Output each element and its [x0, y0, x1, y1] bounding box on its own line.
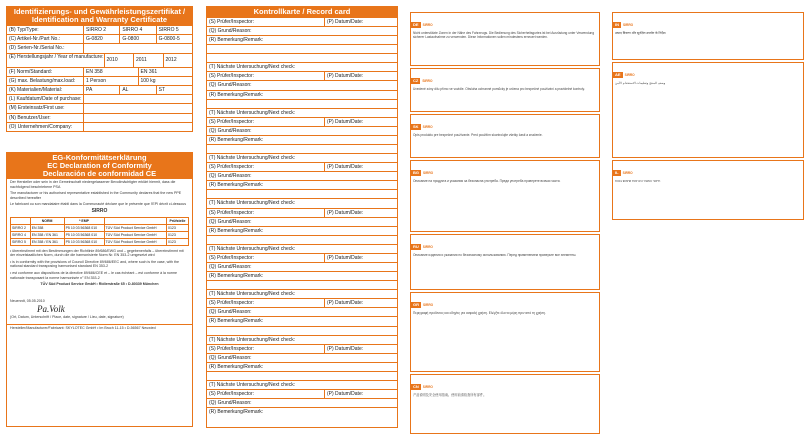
language-title: SIRRO	[624, 73, 635, 77]
record-field-label: (Q) Grund/Reason:	[209, 173, 252, 180]
record-row[interactable]	[207, 289, 397, 298]
language-block-cz	[410, 68, 600, 112]
record-field-label: (S) Prüfer/Inspector:	[209, 209, 255, 216]
cert-cell: TÜV Süd Product Service GmbH	[104, 238, 166, 245]
record-field-label: (R) Bemerkung/Remark:	[209, 273, 264, 280]
certificate-title-en: Identification and Warranty Certificate	[31, 15, 168, 24]
record-row[interactable]	[207, 117, 397, 126]
language-title: SIRRO	[422, 245, 433, 249]
language-title: SIRRO	[423, 171, 434, 175]
language-code-tag: AE	[615, 72, 621, 77]
id-row-cell[interactable]: ST	[156, 86, 192, 94]
record-gap	[207, 144, 397, 153]
cert-header-cell	[104, 217, 166, 224]
cert-header-cell: Prüfstelle	[167, 217, 189, 224]
language-code-tag: IN	[615, 22, 619, 27]
language-block-cn	[410, 374, 600, 434]
id-row-cell[interactable]: EN 361	[138, 68, 193, 76]
record-date-field[interactable]: (P) Datum/Date:	[324, 254, 397, 262]
record-field-label: (S) Prüfer/Inspector:	[209, 254, 255, 261]
record-gap	[207, 280, 397, 289]
identification-certificate	[6, 6, 193, 132]
language-block-gr	[410, 292, 600, 372]
id-row	[7, 34, 192, 43]
record-field-label: (Q) Grund/Reason:	[209, 82, 252, 89]
record-row[interactable]	[207, 380, 397, 389]
declaration-title-es: Declaración de conformidad CE	[42, 169, 157, 178]
cert-cell: P5 10 03 56368 010	[64, 224, 104, 231]
record-row[interactable]	[207, 90, 397, 99]
record-gap	[207, 189, 397, 198]
language-block-ru	[410, 234, 600, 290]
language-title: SIRRO	[422, 125, 433, 129]
cert-cell: 0123	[167, 238, 189, 245]
language-code-tag: RU	[413, 244, 419, 249]
record-field-label: (S) Prüfer/Inspector:	[209, 73, 255, 80]
record-field-label: (T) Nächste Untersuchung/Next check:	[209, 291, 296, 298]
id-row	[7, 103, 192, 112]
record-date-field[interactable]: (P) Datum/Date:	[324, 18, 397, 26]
language-block-il	[612, 160, 804, 220]
cert-cell: TÜV Süd Product Service GmbH	[104, 224, 166, 231]
record-gap	[207, 44, 397, 53]
id-row-cell[interactable]: G-0800	[119, 35, 155, 43]
record-row[interactable]	[207, 362, 397, 371]
record-field-label: (S) Prüfer/Inspector:	[209, 300, 255, 307]
record-row[interactable]	[207, 80, 397, 89]
cert-header-cell	[11, 217, 31, 224]
record-row[interactable]	[207, 135, 397, 144]
language-title: SIRRO	[422, 385, 433, 389]
language-code-tag: IL	[615, 170, 619, 175]
id-row-label: (D) Serien-Nr./Serial No.:	[9, 45, 65, 52]
record-field-label: (R) Bemerkung/Remark:	[209, 182, 264, 189]
language-block-de	[410, 12, 600, 66]
language-title: SIRRO	[623, 23, 634, 27]
record-field-label: (Q) Grund/Reason:	[209, 354, 252, 361]
record-date-field[interactable]: (P) Datum/Date:	[324, 299, 397, 307]
record-field-label: (R) Bemerkung/Remark:	[209, 363, 264, 370]
cert-header-cell: NORM	[30, 217, 64, 224]
language-block-sk	[410, 114, 600, 158]
cert-cell: SIRRO 5	[11, 238, 31, 245]
record-field-label: (T) Nächste Untersuchung/Next check:	[209, 245, 296, 252]
record-date-field[interactable]: (P) Datum/Date:	[324, 209, 397, 217]
record-field-label: (Q) Grund/Reason:	[209, 28, 252, 35]
declaration-title-de: EG-Konformitätserklärung	[52, 153, 147, 162]
record-row[interactable]	[207, 262, 397, 271]
id-row-label: (E) Herstellungsjahr / Year of manufacture:	[9, 53, 104, 60]
record-field-label: (R) Bemerkung/Remark:	[209, 227, 264, 234]
record-row[interactable]	[207, 153, 397, 162]
language-title: SIRRO	[423, 303, 434, 307]
cert-cell: P5 10 03 56368 010	[64, 238, 104, 245]
record-field-label: (S) Prüfer/Inspector:	[209, 118, 255, 125]
record-gap	[207, 99, 397, 108]
declaration-intro: Der Hersteller oder sein in der Gemeinschaft niedergelassener Bevollmächtigter erklärt hiermit, dass die nachfolgend beschriebene PSA	[10, 180, 176, 189]
record-field-label: (T) Nächste Untersuchung/Next check:	[209, 155, 296, 162]
cert-table-header	[11, 217, 189, 224]
language-text: Opis produktu pre bezpečné používanie. Pred použitím skontrolujte všetky časti a značenie.	[413, 133, 543, 137]
language-code-tag: BG	[413, 170, 419, 175]
record-card	[206, 6, 398, 428]
language-title: SIRRO	[422, 23, 433, 27]
declaration-note: • est conforme aux dispositions de la directive 89/686/CEE et – le cas échéant – est conforme à la norme nationale transposant la norme harmonisée n° EN 353-2	[10, 270, 178, 280]
cert-cell: 0123	[167, 224, 189, 231]
record-row[interactable]	[207, 389, 397, 398]
id-row	[7, 67, 192, 76]
signature-caption: (Ort, Datum, Unterschrift / Place, date, signature / Lieu, date, signature)	[10, 315, 124, 320]
id-row-label: (L) Kaufdatum/Date of purchase:	[9, 96, 82, 103]
id-row-cell[interactable]: 100 kg	[138, 77, 193, 85]
id-row	[7, 122, 192, 131]
record-row[interactable]	[207, 217, 397, 226]
language-text: Описание изделия и указания по безопасному использованию. Перед применением проверьте все элементы.	[413, 253, 577, 257]
record-row[interactable]	[207, 26, 397, 35]
record-row[interactable]	[207, 171, 397, 180]
record-row[interactable]	[207, 226, 397, 235]
language-text: Nicht unterstützte Zonen in der Nähe des Fahrzeugs. Die Bedienung des Sicherheitsgurtes ist bei Ausrüstung unter Verwendung sicherer Lastaufnahme zu verwenden. Diese Informationen sollen mindestens erneuert werden.	[413, 31, 595, 40]
record-field-label: (Q) Grund/Reason:	[209, 263, 252, 270]
record-row[interactable]	[207, 162, 397, 171]
language-code-tag: GR	[413, 302, 419, 307]
id-row-cell[interactable]: G-0800-5	[156, 35, 192, 43]
declaration-intro-es: Le fabricant ou son mandataire établi dans la Communauté déclare que le présente que l'EPI décrit ci-dessous	[10, 202, 187, 207]
record-row[interactable]	[207, 344, 397, 353]
id-row-cell[interactable]: 2010	[104, 54, 134, 67]
record-field-label: (S) Prüfer/Inspector:	[209, 164, 255, 171]
id-row	[7, 25, 192, 34]
id-row	[7, 43, 192, 52]
record-field-label: (S) Prüfer/Inspector:	[209, 391, 255, 397]
cert-table-row	[11, 231, 189, 238]
record-row[interactable]	[207, 298, 397, 307]
record-date-field[interactable]: (P) Datum/Date:	[324, 118, 397, 126]
id-row-cell[interactable]: 2012	[163, 54, 193, 67]
record-row[interactable]	[207, 35, 397, 44]
id-row-label: (N) Benutzer/User:	[9, 114, 51, 121]
record-row[interactable]	[207, 353, 397, 362]
declaration-header	[7, 153, 192, 179]
record-row[interactable]	[207, 244, 397, 253]
id-row-cell[interactable]	[83, 114, 192, 122]
record-row[interactable]	[207, 335, 397, 344]
declaration-title-en: EC Declaration of Conformity	[47, 161, 152, 170]
id-row	[7, 76, 192, 85]
record-field-label: (S) Prüfer/Inspector:	[209, 19, 255, 25]
signature: Pa.Volk	[37, 304, 65, 315]
language-text: उत्पाद विवरण और सुरक्षित उपयोग के निर्देश।	[615, 31, 667, 35]
id-row-cell[interactable]: AL	[119, 86, 155, 94]
language-text: Περιγραφή προϊόντος και οδηγίες για ασφαλή χρήση. Ελέγξτε όλα τα μέρη πριν από τη χρήση.	[413, 311, 546, 315]
record-row[interactable]	[207, 62, 397, 71]
cert-cell: SIRRO 4	[11, 231, 31, 238]
record-field-label: (Q) Grund/Reason:	[209, 309, 252, 316]
language-title: SIRRO	[622, 171, 633, 175]
language-code-tag: SK	[413, 124, 419, 129]
record-date-field[interactable]: (P) Datum/Date:	[324, 72, 397, 80]
record-card-title: Kontrollkarte / Record card	[253, 7, 351, 16]
id-row	[7, 113, 192, 122]
record-gap	[207, 371, 397, 380]
record-card-header	[207, 7, 397, 17]
record-field-label: (T) Nächste Untersuchung/Next check:	[209, 381, 296, 388]
record-field-label: (Q) Grund/Reason:	[209, 400, 252, 407]
record-field-label: (T) Nächste Untersuchung/Next check:	[209, 336, 296, 343]
id-row-cell[interactable]	[83, 44, 192, 52]
record-field-label: (R) Bemerkung/Remark:	[209, 409, 264, 416]
record-row[interactable]	[207, 271, 397, 280]
id-row-cell[interactable]: 1 Person	[83, 77, 138, 85]
record-date-field[interactable]: (P) Datum/Date:	[324, 163, 397, 171]
declaration-product: SIRRO	[91, 207, 108, 214]
cert-cell: P5 10 03 56368 010	[64, 231, 104, 238]
declaration-intro-en: The manufacturer or his authorised representative established in the Community declares that the new PPE described hereafter	[10, 191, 182, 200]
record-field-label: (T) Nächste Untersuchung/Next check:	[209, 200, 296, 207]
id-row-cell[interactable]: 2011	[133, 54, 163, 67]
record-date-field[interactable]: (P) Datum/Date:	[324, 390, 397, 398]
record-field-label: (T) Nächste Untersuchung/Next check:	[209, 64, 296, 71]
id-row-cell[interactable]	[83, 104, 192, 112]
record-field-label: (R) Bemerkung/Remark:	[209, 318, 264, 325]
id-row-cell[interactable]: SIRRO 5	[156, 26, 192, 34]
record-row[interactable]	[207, 253, 397, 262]
place-date: Neuenrdt, 05.05.2010	[10, 298, 45, 303]
record-field-label: (S) Prüfer/Inspector:	[209, 345, 255, 352]
id-row-label: (C) Artikel-Nr./Part No.:	[9, 36, 61, 43]
record-row[interactable]	[207, 307, 397, 316]
cert-header-cell: * EMP	[64, 217, 104, 224]
certificate-title-de: Identifizierungs- und Gewährleistungszertifikat /	[13, 7, 186, 16]
language-text: Описание на продукта и указания за безопасна употреба. Преди употреба проверете всички части.	[413, 179, 561, 183]
id-row-label: (K) Materialien/Material:	[9, 86, 63, 93]
language-code-tag: DE	[413, 22, 419, 27]
cert-cell: EN 358	[30, 224, 64, 231]
record-row[interactable]	[207, 71, 397, 80]
id-row	[7, 85, 192, 94]
notified-body-address: TÜV Süd Product Service GmbH • Ridlerstraße 65 • D-80339 München	[40, 282, 159, 287]
record-row[interactable]	[207, 108, 397, 117]
id-row-cell[interactable]: SIRRO 4	[119, 26, 155, 34]
id-row-cell[interactable]: SIRRO 2	[83, 26, 119, 34]
id-row	[7, 53, 192, 67]
id-row-cell[interactable]: EN 358	[83, 68, 138, 76]
ec-declaration	[6, 152, 193, 427]
id-row-cell[interactable]: G-0820	[83, 35, 119, 43]
id-row	[7, 94, 192, 103]
record-gap	[207, 53, 397, 62]
record-field-label: (Q) Grund/Reason:	[209, 218, 252, 225]
language-code-tag: CZ	[413, 78, 419, 83]
record-row[interactable]	[207, 398, 397, 407]
language-title: SIRRO	[422, 79, 433, 83]
language-block-bg	[410, 160, 600, 232]
certification-table	[10, 217, 189, 246]
id-row-cell[interactable]	[83, 95, 192, 103]
record-date-field[interactable]: (P) Datum/Date:	[324, 345, 397, 353]
record-row[interactable]	[207, 407, 397, 416]
record-gap	[207, 326, 397, 335]
declaration-notes	[7, 248, 192, 282]
language-text: Uvedené zóny dílu přímo ve vozidle. Obsluha ochranné pomůcky je určena pro bezpečné používání a pravidelné kontroly.	[413, 87, 585, 91]
record-row[interactable]	[207, 198, 397, 207]
language-text: תיאור המוצר והוראות שימוש בטוח	[615, 179, 661, 183]
id-row-label: (F) Norm/Standard:	[9, 68, 53, 75]
cert-cell: TÜV Süd Product Service GmbH	[104, 231, 166, 238]
id-row-label: (M) Ersteinsatz/First use:	[9, 105, 65, 112]
cert-table-row	[11, 238, 189, 245]
record-field-label: (T) Nächste Untersuchung/Next check:	[209, 109, 296, 116]
record-field-label: (R) Bemerkung/Remark:	[209, 91, 264, 98]
language-code-tag: CN	[413, 384, 419, 389]
record-row[interactable]	[207, 208, 397, 217]
record-row[interactable]	[207, 17, 397, 26]
record-field-label: (R) Bemerkung/Remark:	[209, 136, 264, 143]
id-row-label: (B) Typ/Type:	[9, 27, 39, 33]
record-field-label: (Q) Grund/Reason:	[209, 127, 252, 134]
id-row-cell[interactable]	[83, 123, 192, 131]
record-row[interactable]	[207, 316, 397, 325]
declaration-note: • is in conformity with the provisions of Council Directive 89/686/EEC and, where such is the case, with the national standard transposing harmonised standard EN 353-2	[10, 259, 180, 269]
id-row-cell[interactable]: PA	[83, 86, 119, 94]
language-block-ae	[612, 62, 804, 158]
certificate-header	[7, 7, 192, 25]
record-field-label: (R) Bemerkung/Remark:	[209, 37, 264, 44]
cert-cell: EN 358 / EN 361	[30, 238, 64, 245]
declaration-note: • übereinstimmt mit den Bestimmungen der Richtlinie 89/686/EWG und – gegebenenfalls – übereinstimmt mit der einzelstaatlichen Norm, durch die die harmonisierte Norm Nr. EN 353-2 umgesetzt wird	[10, 248, 184, 258]
cert-cell: 0123	[167, 231, 189, 238]
record-gap	[207, 235, 397, 244]
cert-table-row	[11, 224, 189, 231]
manufacturer-footer: Hersteller/Manufacturer/Fabricant: SKYLOTEC GmbH • Im Bruch 11-15 • D-56567 Neuwied	[7, 324, 192, 332]
id-row-label: (G) max. Belastung/max.load:	[9, 77, 76, 84]
cert-cell: SIRRO 2	[11, 224, 31, 231]
language-text: وصف المنتج وتعليمات الاستخدام الآمن	[615, 81, 666, 85]
record-row[interactable]	[207, 180, 397, 189]
record-row[interactable]	[207, 126, 397, 135]
language-text: 产品说明及安全使用指南。使用前请检查所有部件。	[413, 393, 487, 397]
id-row-label: (O) Unternehmen/Company:	[9, 123, 73, 130]
cert-cell: EN 358 / EN 361	[30, 231, 64, 238]
language-block-in	[612, 12, 804, 60]
